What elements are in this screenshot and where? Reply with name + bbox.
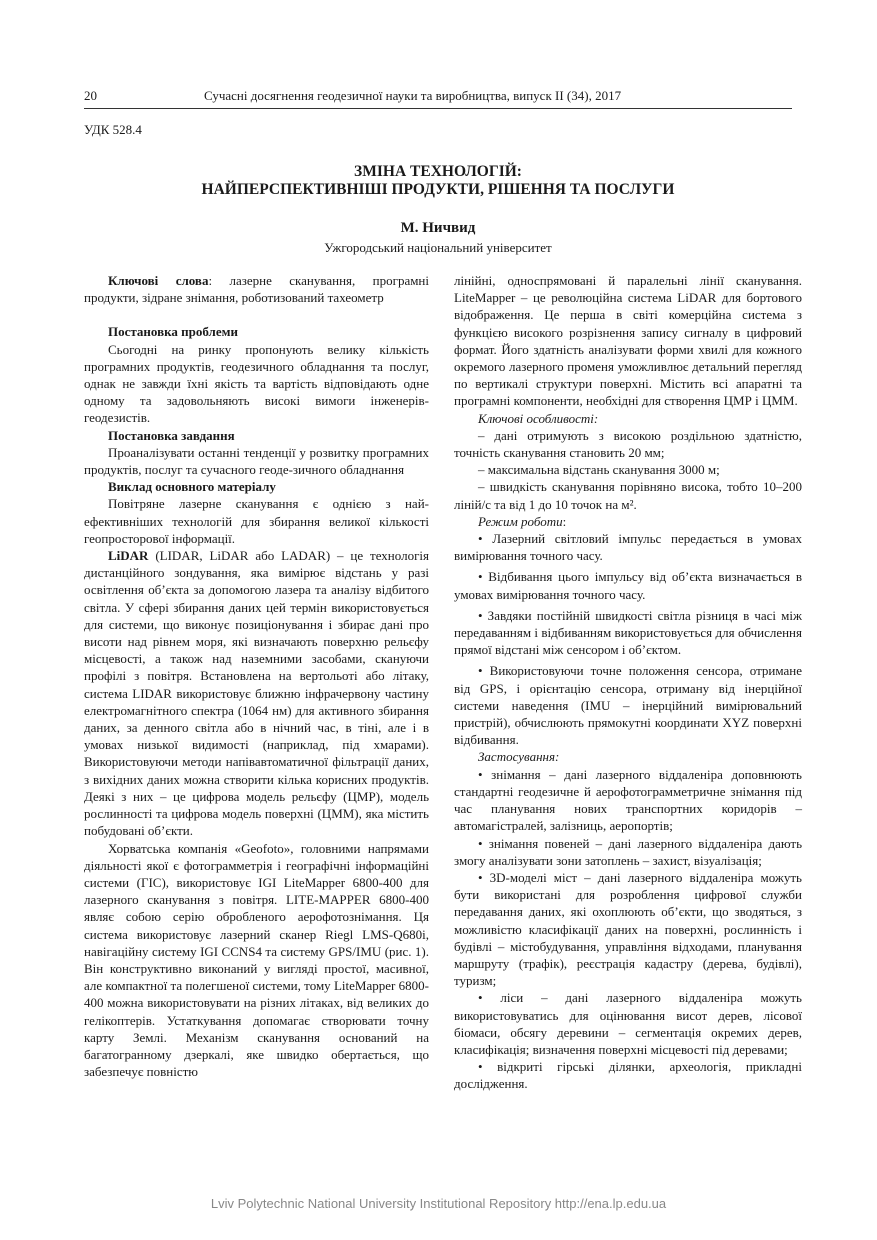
paragraph: Сьогодні на ринку пропонують велику кількість програмних продуктів, геодезичного обладнання та послуг, однак не завжди їхні якість та вартість відповідають одне одному та задовольняють високі вимоги інженерів-геодезистів. bbox=[84, 341, 429, 426]
keywords-label: Ключові слова bbox=[108, 273, 209, 288]
mode-item: • Лазерний світловий імпульс передається в умовах вимірювання точного часу. bbox=[454, 531, 802, 564]
application-item: • знімання – дані лазерного віддаленіра доповнюють стандартні геодезичне й аерофотограмметричне знімання під час планування нових транспортних коридорів – автомагістралей, залізниць, аеропортів; bbox=[454, 766, 802, 834]
paragraph-lidar bbox=[84, 547, 429, 839]
running-header bbox=[84, 86, 792, 109]
feature-item: – дані отримують з високою роздільною здатністю, точність сканування становить 20 мм; bbox=[454, 427, 802, 461]
right-column bbox=[454, 272, 802, 1093]
mode-item: • Завдяки постійній швидкості світла різниця в часі між передаванням і відбиванням використовується для обчислення прямої відстані між сенсором і об’єктом. bbox=[454, 607, 802, 658]
mode-item: • Використовуючи точне положення сенсора, отримане від GPS, і орієнтацію сенсора, отриману від інерційної системи наведення (IMU – інерційний вимірювальний пристрій), обчислюють прямокутні координати XYZ поверхні відбивання. bbox=[454, 663, 802, 748]
paragraph-geofoto: Хорватська компанія «Geofoto», головними напрямами діяльності якої є фотограмметрія і географічні інформаційні системи (ГІС), використовує IGI LiteMapper 6800-400 для лазерного сканування з повітря. LITE-MAPPER 6800-400 являє собою серію обробленого аерофотознімання. Ця система використовує лазерний сканер Riegl LMS-Q680i, навігаційну систему IGI CCNS4 та систему GPS/IMU (рис. 1). Він конструктивно виконаний у вигляді простої, масивної, але компактної та полегшеної системи, тому LiteMapper 6800-400 можна використовувати на різних літаках, від великих до гелікоптерів. Устаткування допомагає створювати точну карту Землі. Механізм сканування оснований на багатогранному дзеркалі, яке швидко обертається, що забезпечує повністю bbox=[84, 840, 429, 1080]
feature-item: – швидкість сканування порівняно висока, тобто 10–200 ліній/с та від 1 до 10 точок на м². bbox=[454, 479, 802, 512]
features-label: Ключові особливості: bbox=[478, 410, 599, 426]
section-heading-main: Виклад основного матеріалу bbox=[108, 479, 276, 495]
section-heading-problem: Постановка проблеми bbox=[108, 324, 238, 340]
application-item: • відкриті гірські ділянки, археологія, прикладні дослідження. bbox=[454, 1059, 802, 1092]
application-item: • 3D-моделі міст – дані лазерного віддаленіра можуть бути використані для розроблення цифрової служби передавання даних, які охоплюють об’єкти, що зводяться, з можливістю класифікації даних на поверхні, рослинність і будівлі – містобудування, управління відходами, планування маршруту (трафік), реєстрація кадастру (дерева, будівлі), туризм; bbox=[454, 869, 802, 989]
mode-label: Режим роботи bbox=[478, 513, 563, 529]
title-line-2: НАЙПЕРСПЕКТИВНІШІ ПРОДУКТИ, РІШЕННЯ ТА ПОСЛУГИ bbox=[201, 181, 675, 198]
author-name: М. Ничвид bbox=[400, 220, 476, 236]
keywords-text: : лазерне сканування, програмні продукти, зідране знімання, роботизований тахеометр bbox=[84, 273, 430, 306]
application-item: • ліси – дані лазерного віддаленіра можуть використовуватись для оцінювання висот дерев, лісової біомаси, обсягу деревини – сегментація окремих дерев, класифікація; визначення поверхні місцевості під деревами; bbox=[454, 990, 802, 1057]
lidar-text: (LIDAR, LiDAR або LADAR) – це технологія дистанційного зондування, яка вимірює відстань у разі освітлення об’єкта за допомогою лазера та аналізу відбитого світла. У сфері збирання даних цей термін використовується для системи, що виконує позиціонування і збирає дані про висоти над рівнем моря, які визначають поверхню рельєфу місцевості, а також над наземними засобами, скануючи профілі з повітря. Встановлена на вертольоті або літаку, система LIDAR використовує ближню інфрачервону частину електромагнітного спектра (1064 нм) для активного збирання даних, за денного світла або в нічний час, в тіні, але і в умовах низької видимості (наприклад, під хмарами). Використовуючи методи напівавтоматичної фільтрації даних, з вихідних даних можна створити кілька корисних продуктів. Деякі з них – це цифрова модель рельєфу (ЦМР), модель рослинності та цифрова модель поверхні (ЦММ), яка містить побудовані об’єкти. bbox=[84, 548, 429, 839]
section-heading-task: Постановка завдання bbox=[108, 427, 235, 443]
paragraph-continued: лінійні, односпрямовані й паралельні лінії сканування. LiteMapper – це революційна система LiDAR для бортового відображення. Це перша в світі комерційна система з функцією високого розрізнення запису сигналу в цифровий формат. Його здатність аналізувати форми хвилі для кожного окремого лазерного променя уможливлює детальний перегляд по вертикалі структури поверхні. Містить всі апаратні та програмні компоненти, необхідні для створення ЦМР і ЦММ. bbox=[454, 273, 802, 409]
mode-heading bbox=[454, 513, 802, 530]
lidar-term: LiDAR bbox=[108, 548, 149, 564]
page-number: 20 bbox=[84, 88, 97, 103]
title-line-1: ЗМІНА ТЕХНОЛОГІЙ: bbox=[354, 163, 522, 180]
paragraph: Повітряне лазерне сканування є однією з най-ефективніших технологій для збирання великої кількості геопросторової інформації. bbox=[84, 496, 429, 546]
mode-item: • Відбивання цього імпульсу від об’єкта визначається в умовах вимірювання точного часу. bbox=[454, 569, 802, 602]
paragraph: Проаналізувати останні тенденції у розвитку програмних продуктів, послуг та сучасного геоде-зичного обладнання bbox=[84, 444, 429, 478]
author-affiliation: Ужгородський національний університет bbox=[324, 240, 552, 255]
udk-code: УДК 528.4 bbox=[84, 122, 142, 137]
journal-title: Сучасні досягнення геодезичної науки та виробництва, випуск ІІ (34), 2017 bbox=[204, 88, 622, 103]
application-item: • знімання повеней – дані лазерного віддаленіра дають змогу аналізувати зони затоплень – захист, візуалізація; bbox=[454, 835, 802, 868]
repository-footer: Lviv Polytechnic National University Institutional Repository http://ena.lp.edu.ua bbox=[210, 1196, 667, 1211]
mode-colon: : bbox=[562, 513, 567, 529]
left-column bbox=[84, 272, 429, 1080]
article-title bbox=[84, 163, 792, 199]
feature-item: – максимальна відстань сканування 3000 м; bbox=[478, 462, 720, 478]
keywords bbox=[84, 272, 429, 306]
applications-label: Застосування: bbox=[478, 749, 560, 765]
